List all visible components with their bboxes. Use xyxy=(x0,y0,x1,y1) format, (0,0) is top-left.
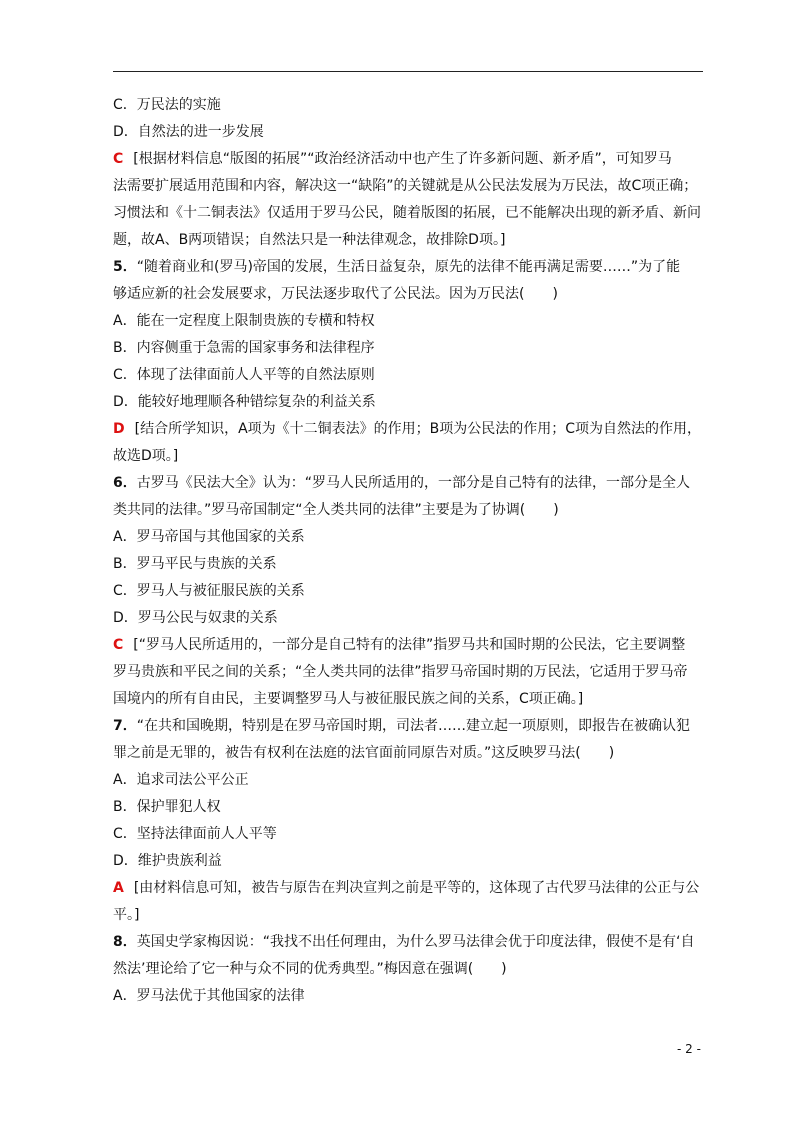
option-line: D．维护贵族利益 xyxy=(113,853,222,869)
question-number: 7． xyxy=(113,718,137,734)
option-line: A．能在一定程度上限制贵族的专横和特权 xyxy=(113,313,375,329)
question-stem: 5．“随着商业和(罗马)帝国的发展，生活日益复杂，原先的法律不能再满足需要……”为了能 xyxy=(113,259,681,275)
answer-text: [根据材料信息“版图的拓展”“政治经济活动中也产生了许多新问题、新矛盾”，可知罗马 xyxy=(133,151,672,167)
answer-letter: A xyxy=(113,880,124,896)
question-stem: 6．古罗马《民法大全》认为：“罗马人民所适用的，一部分是自己特有的法律，一部分是全人 xyxy=(113,475,691,491)
answer-line: D [结合所学知识，A项为《十二铜表法》的作用；B项为公民法的作用；C项为自然法的作用， xyxy=(113,421,702,437)
answer-line: 罗马贵族和平民之间的关系；“全人类共同的法律”指罗马帝国时期的万民法，它适用于罗马帝 xyxy=(113,664,688,680)
question-number: 5． xyxy=(113,259,137,275)
answer-line: 国境内的所有自由民，主要调整罗马人与被征服民族之间的关系，C项正确。] xyxy=(113,691,584,707)
option-line: A．追求司法公平公正 xyxy=(113,772,249,788)
option-line: A．罗马法优于其他国家的法律 xyxy=(113,988,305,1004)
question-stem: 8．英国史学家梅因说：“我找不出任何理由，为什么罗马法律会优于印度法律，假使不是有‘自 xyxy=(113,934,695,950)
answer-line xyxy=(113,146,703,173)
option-line: C．万民法的实施 xyxy=(113,97,221,113)
question-stem: 然法’理论给了它一种与众不同的优秀典型。”梅因意在强调( ) xyxy=(113,961,507,977)
option-line: C．体现了法律面前人人平等的自然法原则 xyxy=(113,367,375,383)
option-line: C．罗马人与被征服民族的关系 xyxy=(113,583,305,599)
option-line: D．罗马公民与奴隶的关系 xyxy=(113,610,278,626)
option-line: B．罗马平民与贵族的关系 xyxy=(113,556,277,572)
option-line: C．坚持法律面前人人平等 xyxy=(113,826,277,842)
answer-line: A [由材料信息可知，被告与原告在判决宣判之前是平等的，这体现了古代罗马法律的公正与公 xyxy=(113,880,700,896)
page-number: - 2 - xyxy=(677,1042,701,1056)
option-line: A．罗马帝国与其他国家的关系 xyxy=(113,529,305,545)
option-line: B．保护罪犯人权 xyxy=(113,799,221,815)
question-stem: 够适应新的社会发展要求，万民法逐步取代了公民法。因为万民法( ) xyxy=(113,286,558,302)
answer-line: 题，故A、B两项错误；自然法只是一种法律观念，故排除D项。] xyxy=(113,232,506,248)
answer-letter: D xyxy=(113,421,125,437)
question-stem: 类共同的法律。”罗马帝国制定“全人类共同的法律”主要是为了协调( ) xyxy=(113,502,559,518)
answer-line: 习惯法和《十二铜表法》仅适用于罗马公民，随着版图的拓展，已不能解决出现的新矛盾、新问 xyxy=(113,205,701,221)
answer-letter: C xyxy=(113,637,124,653)
option-line: D．能较好地理顺各种错综复杂的利益关系 xyxy=(113,394,376,410)
answer-line: 法需要扩展适用范围和内容，解决这一“缺陷”的关键就是从公民法发展为万民法，故C项正确； xyxy=(113,178,698,194)
answer-letter: C xyxy=(113,151,124,167)
document-body xyxy=(113,92,703,1010)
option-line: B．内容侧重于急需的国家事务和法律程序 xyxy=(113,340,375,356)
answer-line: 故选D项。] xyxy=(113,448,179,464)
option-line: D．自然法的进一步发展 xyxy=(113,124,264,140)
question-number: 6． xyxy=(113,475,137,491)
question-stem: 7．“在共和国晚期，特别是在罗马帝国时期，司法者……建立起一项原则，即报告在被确认犯 xyxy=(113,718,691,734)
answer-line: 平。] xyxy=(113,907,140,923)
question-stem: 罪之前是无罪的，被告有权利在法庭的法官面前同原告对质。”这反映罗马法( ) xyxy=(113,745,615,761)
question-number: 8． xyxy=(113,934,137,950)
header-rule xyxy=(113,71,703,72)
answer-line: C [“罗马人民所适用的，一部分是自己特有的法律”指罗马共和国时期的公民法，它主要调整 xyxy=(113,637,686,653)
